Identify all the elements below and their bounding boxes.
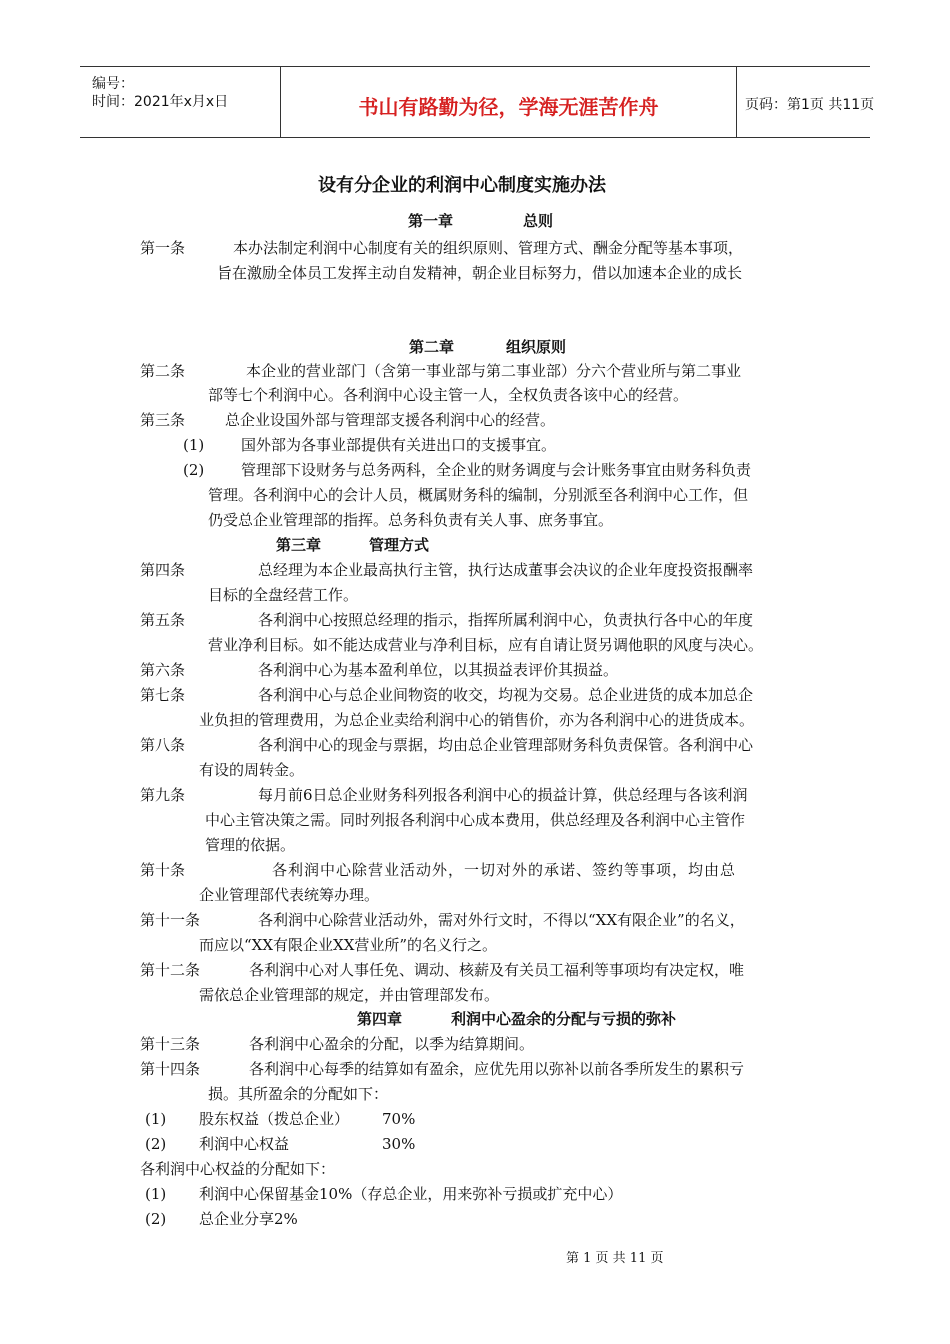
article-10-line: 企业管理部代表统筹办理。 <box>199 886 380 904</box>
distribution-name: 股东权益（拨总企业） <box>199 1110 350 1128</box>
article-8-label: 第八条 <box>140 736 186 754</box>
article-2-label: 第二条 <box>140 362 186 380</box>
article-14-line: 损。其所盈余的分配如下： <box>208 1085 389 1103</box>
article-11-line: 各利润中心除营业活动外，需对外行文时，不得以“XX有限企业”的名义， <box>258 911 745 929</box>
list-item-text: 管理部下设财务与总务两科，全企业的财务调度与会计账务事宜由财务科负责 <box>241 461 752 479</box>
article-13-label: 第十三条 <box>140 1035 201 1053</box>
header-page-cell <box>737 67 875 137</box>
chapter-1-name: 总则 <box>523 212 554 230</box>
article-7-label: 第七条 <box>140 686 186 704</box>
article-4-label: 第四条 <box>140 561 186 579</box>
distribution-number: (1) <box>145 1110 167 1128</box>
chapter-3-name: 管理方式 <box>369 536 430 554</box>
distribution-percent: 70% <box>382 1110 416 1128</box>
distribution-percent: 30% <box>382 1135 416 1153</box>
header-motto-cell <box>281 67 737 137</box>
article-4-line: 目标的全盘经营工作。 <box>208 586 359 604</box>
article-1-label: 第一条 <box>140 239 186 257</box>
list-item-text: 仍受总企业管理部的指挥。总务科负责有关人事、庶务事宜。 <box>208 511 614 529</box>
list-item-text: 管理。各利润中心的会计人员，概属财务科的编制，分别派至各利润中心工作，但 <box>208 486 749 504</box>
article-7-line: 业负担的管理费用，为总企业卖给利润中心的销售价，亦为各利润中心的进货成本。 <box>199 711 755 729</box>
time-label: 时间：2021年x月x日 <box>92 94 229 110</box>
motto: 书山有路勤为径，学海无涯苦作舟 <box>358 95 659 119</box>
chapter-2-name: 组织原则 <box>506 338 567 356</box>
article-8-line: 各利润中心的现金与票据，均由总企业管理部财务科负责保管。各利润中心 <box>258 736 754 754</box>
article-4-line: 总经理为本企业最高执行主管，执行达成董事会决议的企业年度投资报酬率 <box>258 561 754 579</box>
article-11-line: 而应以“XX有限企业XX营业所”的名义行之。 <box>199 936 498 954</box>
article-3-line: 总企业设国外部与管理部支援各利润中心的经营。 <box>225 411 556 429</box>
article-9-line: 每月前6日总企业财务科列报各利润中心的损益计算，供总经理与各该利润 <box>258 786 748 804</box>
chapter-4-number: 第四章 <box>357 1010 403 1028</box>
article-14-line: 各利润中心每季的结算如有盈余，应优先用以弥补以前各季所发生的累积亏 <box>249 1060 745 1078</box>
list-item-number: (1) <box>183 436 205 454</box>
distribution-name: 利润中心权益 <box>199 1135 290 1153</box>
article-5-line: 各利润中心按照总经理的指示，指挥所属利润中心，负责执行各中心的年度 <box>258 611 754 629</box>
article-11-label: 第十一条 <box>140 911 201 929</box>
article-5-label: 第五条 <box>140 611 186 629</box>
chapter-2-number: 第二章 <box>409 338 455 356</box>
article-12-line: 需依总企业管理部的规定，并由管理部发布。 <box>199 986 500 1004</box>
article-12-label: 第十二条 <box>140 961 201 979</box>
sub-distribution-text: 总企业分享2% <box>199 1210 298 1228</box>
sub-distribution-intro: 各利润中心权益的分配如下： <box>140 1160 336 1178</box>
article-1-line: 旨在激励全体员工发挥主动自发精神，朝企业目标努力，借以加速本企业的成长 <box>217 264 743 282</box>
article-1-line: 本办法制定利润中心制度有关的组织原则、管理方式、酬金分配等基本事项， <box>233 239 744 257</box>
chapter-1-number: 第一章 <box>408 212 454 230</box>
chapter-3-number: 第三章 <box>276 536 322 554</box>
sub-distribution-text: 利润中心保留基金10%（存总企业，用来弥补亏损或扩充中心） <box>199 1185 623 1203</box>
article-10-line: 各利润中心除营业活动外，一切对外的承诺、签约等事项，均由总 <box>272 861 737 879</box>
document-title: 设有分企业的利润中心制度实施办法 <box>318 175 606 196</box>
article-10-label: 第十条 <box>140 861 186 879</box>
article-3-label: 第三条 <box>140 411 186 429</box>
article-8-line: 有设的周转金。 <box>199 761 305 779</box>
article-2-line: 本企业的营业部门（含第一事业部与第二事业部）分六个营业所与第二事业 <box>246 362 742 380</box>
article-13-line: 各利润中心盈余的分配，以季为结算期间。 <box>249 1035 535 1053</box>
article-6-line: 各利润中心为基本盈利单位，以其损益表评价其损益。 <box>258 661 619 679</box>
sub-distribution-number: (1) <box>145 1185 167 1203</box>
page-code: 页码：第1页 共11页 <box>745 97 875 113</box>
article-14-label: 第十四条 <box>140 1060 201 1078</box>
article-7-line: 各利润中心与总企业间物资的收交，均视为交易。总企业进货的成本加总企 <box>258 686 754 704</box>
page-footer: 第 1 页 共 11 页 <box>566 1251 664 1266</box>
article-6-label: 第六条 <box>140 661 186 679</box>
article-2-line: 部等七个利润中心。各利润中心设主管一人，全权负责各该中心的经营。 <box>208 386 689 404</box>
page-header <box>80 66 875 138</box>
distribution-number: (2) <box>145 1135 167 1153</box>
number-label: 编号： <box>92 76 134 92</box>
article-5-line: 营业净利目标。如不能达成营业与净利目标，应有自请让贤另调他职的风度与决心。 <box>208 636 764 654</box>
article-9-line: 中心主管决策之需。同时列报各利润中心成本费用，供总经理及各利润中心主管作 <box>205 811 746 829</box>
article-9-label: 第九条 <box>140 786 186 804</box>
list-item-number: (2) <box>183 461 205 479</box>
sub-distribution-number: (2) <box>145 1210 167 1228</box>
chapter-4-name: 利润中心盈余的分配与亏损的弥补 <box>451 1010 677 1028</box>
header-meta-cell <box>80 67 281 137</box>
article-9-line: 管理的依据。 <box>205 836 296 854</box>
list-item-text: 国外部为各事业部提供有关进出口的支援事宜。 <box>241 436 557 454</box>
article-12-line: 各利润中心对人事任免、调动、核薪及有关员工福利等事项均有决定权，唯 <box>249 961 745 979</box>
